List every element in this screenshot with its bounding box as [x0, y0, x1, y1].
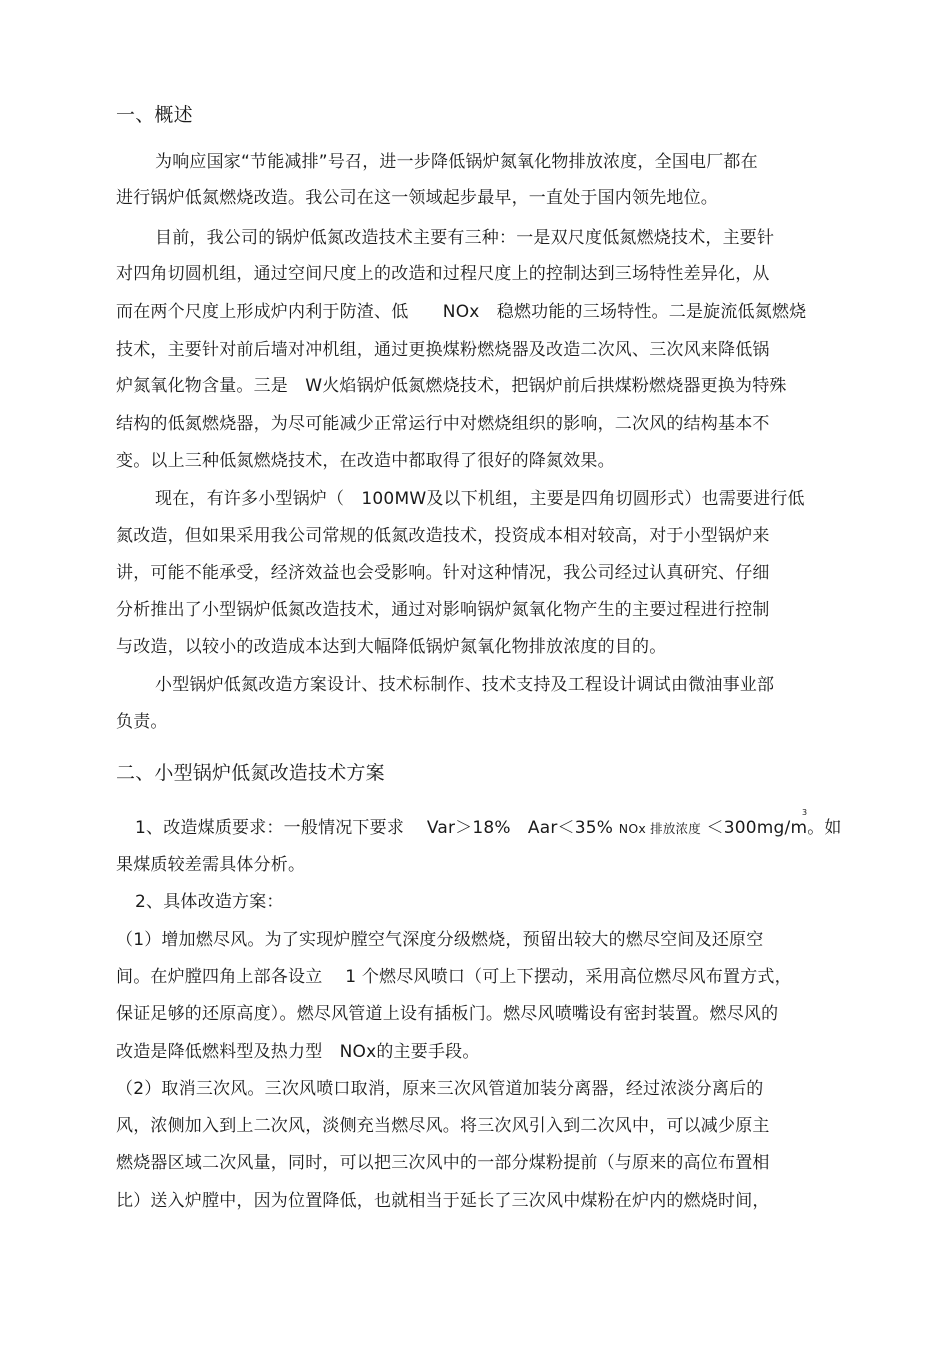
text-line: 为响应国家“节能减排”号召，进一步降低锅炉氮氧化物排放浓度，全国电厂都在 [155, 152, 758, 172]
line-end: 。如 [807, 818, 842, 838]
text-line: 负责。 [116, 712, 168, 732]
text-line: 讲，可能不能承受，经济效益也会受影响。针对这种情况，我公司经过认真研究、仔细 [116, 563, 770, 583]
superscript: 3 [802, 808, 808, 817]
nox-limit: ＜300mg/m [706, 818, 808, 838]
text-line: 小型锅炉低氮改造方案设计、技术标制作、技术支持及工程设计调试由微油事业部 [155, 675, 775, 695]
text-line: （2）取消三次风。三次风喷口取消，原来三次风管道加装分离器，经过浓淡分离后的 [116, 1079, 764, 1099]
text-line: 目前，我公司的锅炉低氮改造技术主要有三种：一是双尺度低氮燃烧技术，主要针 [155, 228, 775, 248]
text-line: 结构的低氮燃烧器，为尽可能减少正常运行中对燃烧组织的影响，二次风的结构基本不 [116, 414, 770, 434]
text-line [135, 816, 842, 841]
text-line: 燃烧器区域二次风量，同时，可以把三次风中的一部分煤粉提前（与原来的高位布置相 [116, 1153, 770, 1173]
text-line: 比）送入炉膛中，因为位置降低，也就相当于延长了三次风中煤粉在炉内的燃烧时间， [116, 1191, 770, 1211]
item-plan-heading: 2、具体改造方案： [135, 892, 284, 912]
text-line: （1）增加燃尽风。为了实现炉膛空气深度分级燃烧，预留出较大的燃尽空间及还原空 [116, 930, 764, 950]
text-line: 技术，主要针对前后墙对冲机组，通过更换煤粉燃烧器及改造二次风、三次风来降低锅 [116, 340, 770, 360]
text-line: 保证足够的还原高度）。燃尽风管道上设有插板门。燃尽风喷嘴设有密封装置。燃尽风的 [116, 1004, 779, 1024]
text-line: 果煤质较差需具体分析。 [116, 855, 306, 875]
nox-label: NOx 排放浓度 [618, 821, 701, 836]
requirement-text: 1、改造煤质要求：一般情况下要求 Var＞18% Aar＜35% [135, 818, 614, 838]
text-line: 氮改造，但如果采用我公司常规的低氮改造技术，投资成本相对较高，对于小型锅炉来 [116, 526, 770, 546]
text-line: 风，浓侧加入到上二次风，淡侧充当燃尽风。将三次风引入到二次风中，可以减少原主 [116, 1116, 770, 1136]
text-line: 改造是降低燃料型及热力型 NOx的主要手段。 [116, 1042, 480, 1062]
text-line: 进行锅炉低氮燃烧改造。我公司在这一领域起步最早，一直处于国内领先地位。 [116, 188, 718, 208]
text-line: 对四角切圆机组，通过空间尺度上的改造和过程尺度上的控制达到三场特性差异化，从 [116, 264, 770, 284]
text-line: 现在，有许多小型锅炉（ 100MW及以下机组，主要是四角切圆形式）也需要进行低 [155, 489, 805, 509]
text-line: 分析推出了小型锅炉低氮改造技术，通过对影响锅炉氮氧化物产生的主要过程进行控制 [116, 600, 770, 620]
text-line: 间。在炉膛四角上部各设立 1 个燃尽风喷口（可上下摆动，采用高位燃尽风布置方式， [116, 967, 792, 987]
text-line: 与改造，以较小的改造成本达到大幅降低锅炉氮氧化物排放浓度的目的。 [116, 637, 667, 657]
section-heading-tech-plan: 二、小型锅炉低氮改造技术方案 [116, 762, 385, 784]
text-line: 变。以上三种低氮燃烧技术，在改造中都取得了很好的降氮效果。 [116, 451, 615, 471]
section-heading-overview: 一、概述 [116, 104, 193, 126]
text-line: 而在两个尺度上形成炉内利于防渣、低 NOx 稳燃功能的三场特性。二是旋流低氮燃烧 [116, 302, 807, 322]
text-line: 炉氮氧化物含量。三是 W火焰锅炉低氮燃烧技术，把锅炉前后拱煤粉燃烧器更换为特殊 [116, 376, 787, 396]
